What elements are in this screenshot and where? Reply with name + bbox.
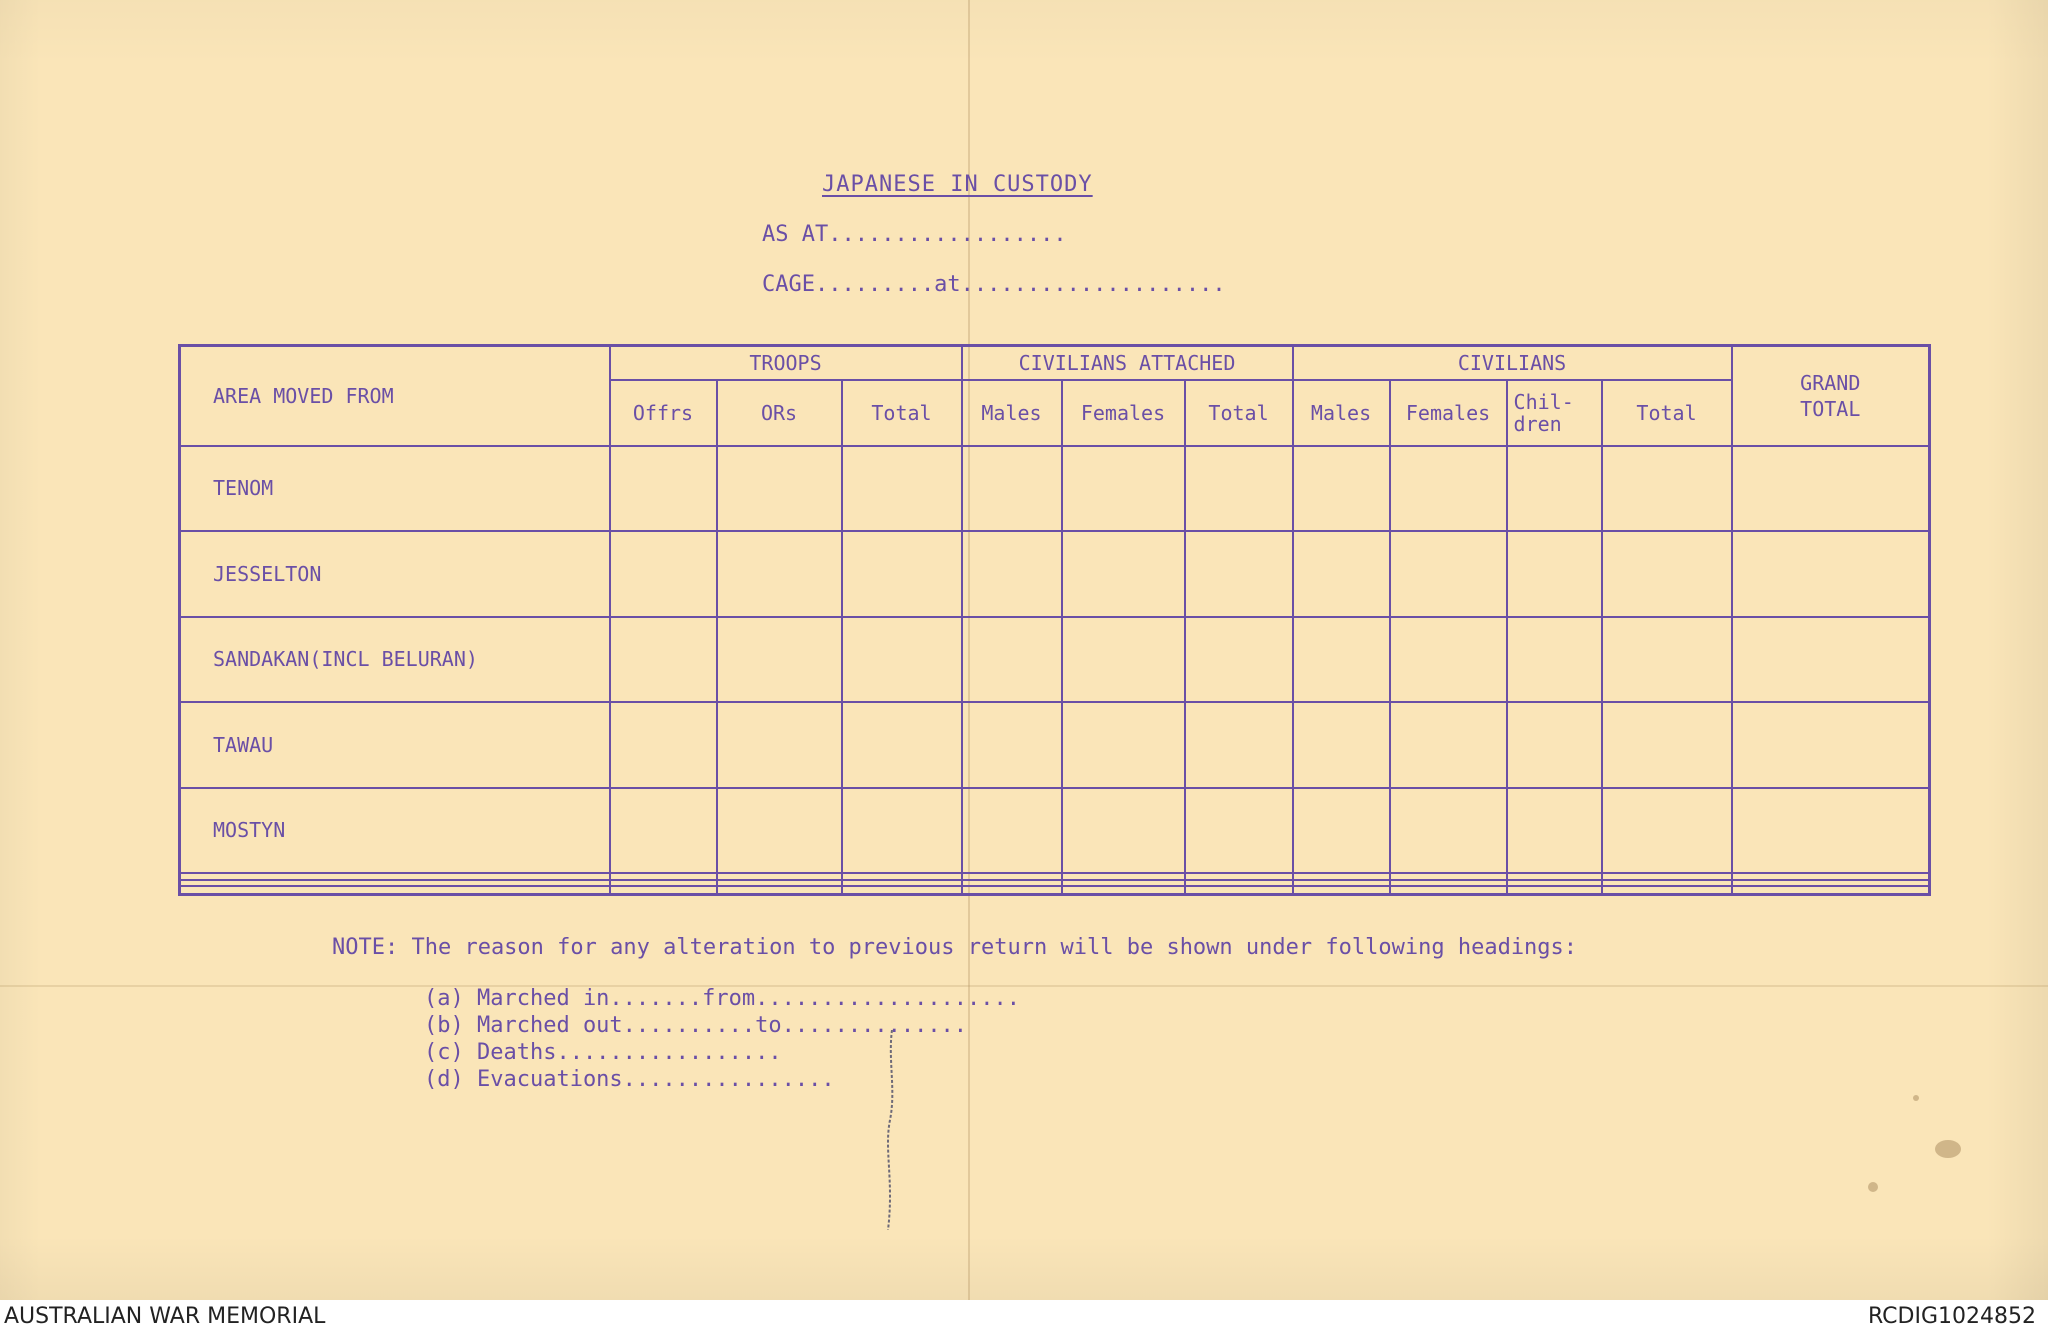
table-cell xyxy=(962,531,1062,617)
table-cell xyxy=(1602,880,1732,887)
table-cell xyxy=(842,886,962,894)
table-cell xyxy=(1390,886,1507,894)
table-cell xyxy=(1507,788,1602,874)
footer-source: AUSTRALIAN WAR MEMORIAL xyxy=(4,1304,326,1329)
table-cell xyxy=(717,531,842,617)
table-cell xyxy=(1507,873,1602,880)
table-cell xyxy=(1602,531,1732,617)
note-item-evacuations: (d) Evacuations................ xyxy=(424,1067,835,1092)
row-area-label: SANDAKAN(INCL BELURAN) xyxy=(180,617,610,703)
table-row xyxy=(180,702,1930,788)
table-row xyxy=(180,531,1930,617)
table-cell xyxy=(1602,873,1732,880)
table-cell xyxy=(610,531,717,617)
table-cell xyxy=(1293,617,1390,703)
row-area-label: JESSELTON xyxy=(180,531,610,617)
table-cell xyxy=(1062,702,1185,788)
note-text: NOTE: The reason for any alteration to previous return will be shown under following headings: xyxy=(332,935,1578,960)
table-cell xyxy=(1732,873,1930,880)
table-cell xyxy=(1732,886,1930,894)
table-cell xyxy=(962,446,1062,532)
table-cell xyxy=(1732,531,1930,617)
header-attached-total: Total xyxy=(1185,380,1293,446)
table-cell xyxy=(717,873,842,880)
table-cell xyxy=(842,702,962,788)
table-cell xyxy=(610,617,717,703)
fold-line-horizontal xyxy=(0,985,2048,987)
table-cell xyxy=(842,446,962,532)
table-cell xyxy=(1293,788,1390,874)
table-cell xyxy=(717,617,842,703)
row-area-label: MOSTYN xyxy=(180,788,610,874)
paper-stain xyxy=(1868,1182,1878,1192)
table-cell xyxy=(1062,617,1185,703)
table-cell xyxy=(1185,531,1293,617)
table-cell xyxy=(610,702,717,788)
table-cell xyxy=(1507,886,1602,894)
as-at-line: AS AT.................. xyxy=(762,222,1067,247)
table-cell xyxy=(1507,880,1602,887)
table-cell xyxy=(1062,788,1185,874)
custody-table xyxy=(178,344,1931,896)
table-row xyxy=(180,886,1930,894)
table-cell xyxy=(1293,873,1390,880)
table-cell xyxy=(1390,446,1507,532)
table-cell xyxy=(1293,702,1390,788)
header-troops-ors: ORs xyxy=(717,380,842,446)
table-cell xyxy=(1602,886,1732,894)
table-cell xyxy=(1732,702,1930,788)
table-cell xyxy=(610,788,717,874)
table-cell xyxy=(962,788,1062,874)
table-cell xyxy=(962,873,1062,880)
table-cell xyxy=(1062,873,1185,880)
table-cell xyxy=(1062,880,1185,887)
header-civilians: CIVILIANS xyxy=(1293,346,1732,380)
table-cell xyxy=(1507,617,1602,703)
row-area-label xyxy=(180,880,610,887)
table-cell xyxy=(717,446,842,532)
row-area-label xyxy=(180,886,610,894)
table-cell xyxy=(1185,702,1293,788)
header-civilians-children: Chil- dren xyxy=(1507,380,1602,446)
header-area-moved-from: AREA MOVED FROM xyxy=(180,346,610,446)
table-cell xyxy=(1732,446,1930,532)
table-cell xyxy=(962,702,1062,788)
table-cell xyxy=(717,880,842,887)
note-item-marched-in: (a) Marched in.......from.................... xyxy=(424,986,1021,1011)
table-cell xyxy=(717,702,842,788)
table-cell xyxy=(1062,446,1185,532)
table-cell xyxy=(1185,886,1293,894)
table-cell xyxy=(1390,531,1507,617)
table-cell xyxy=(1602,446,1732,532)
table-cell xyxy=(1732,617,1930,703)
footer-record-id: RCDIG1024852 xyxy=(1867,1304,2036,1329)
note-items xyxy=(424,985,1020,1093)
table-row xyxy=(180,617,1930,703)
table-cell xyxy=(962,617,1062,703)
cage-line: CAGE.........at.................... xyxy=(762,272,1226,297)
table-cell xyxy=(842,531,962,617)
table-cell xyxy=(1390,617,1507,703)
table-cell xyxy=(717,886,842,894)
table-cell xyxy=(1390,880,1507,887)
header-troops: TROOPS xyxy=(610,346,962,380)
table-cell xyxy=(1185,873,1293,880)
table-cell xyxy=(1390,702,1507,788)
table-cell xyxy=(842,788,962,874)
table-cell xyxy=(842,880,962,887)
table-cell xyxy=(1507,702,1602,788)
table-cell xyxy=(610,873,717,880)
table-cell xyxy=(1390,788,1507,874)
table-row xyxy=(180,873,1930,880)
handwritten-mark xyxy=(880,1030,902,1230)
table-cell xyxy=(1507,531,1602,617)
table-cell xyxy=(1602,788,1732,874)
table-cell xyxy=(962,880,1062,887)
table-cell xyxy=(1390,873,1507,880)
row-area-label xyxy=(180,873,610,880)
paper-stain xyxy=(1913,1095,1919,1101)
table-row xyxy=(180,788,1930,874)
table-cell xyxy=(610,886,717,894)
row-area-label: TENOM xyxy=(180,446,610,532)
table-cell xyxy=(717,788,842,874)
table-cell xyxy=(1293,446,1390,532)
table-cell xyxy=(1602,617,1732,703)
header-grand-total: GRAND TOTAL xyxy=(1732,346,1930,446)
header-civilians-females: Females xyxy=(1390,380,1507,446)
paper-stain xyxy=(1935,1140,1961,1158)
table-cell xyxy=(1062,531,1185,617)
table-cell xyxy=(1732,880,1930,887)
header-civilians-attached: CIVILIANS ATTACHED xyxy=(962,346,1293,380)
table-cell xyxy=(1062,886,1185,894)
table-cell xyxy=(1293,531,1390,617)
table-row xyxy=(180,446,1930,532)
table-cell xyxy=(610,880,717,887)
table-cell xyxy=(1732,788,1930,874)
header-attached-males: Males xyxy=(962,380,1062,446)
table-cell xyxy=(1185,446,1293,532)
header-civilians-total: Total xyxy=(1602,380,1732,446)
header-attached-females: Females xyxy=(1062,380,1185,446)
table-cell xyxy=(1293,886,1390,894)
note-item-deaths: (c) Deaths................. xyxy=(424,1040,782,1065)
note-item-marched-out: (b) Marched out..........to.............. xyxy=(424,1013,968,1038)
table-cell xyxy=(1185,880,1293,887)
table-cell xyxy=(1293,880,1390,887)
document-title: JAPANESE IN CUSTODY xyxy=(822,172,1093,197)
table-cell xyxy=(842,617,962,703)
table-row xyxy=(180,880,1930,887)
table-cell xyxy=(1507,446,1602,532)
table-cell xyxy=(962,886,1062,894)
header-troops-offrs: Offrs xyxy=(610,380,717,446)
table-cell xyxy=(1602,702,1732,788)
table-cell xyxy=(842,873,962,880)
archive-footer xyxy=(0,1300,2048,1335)
header-troops-total: Total xyxy=(842,380,962,446)
table-cell xyxy=(1185,617,1293,703)
table-cell xyxy=(1185,788,1293,874)
header-civilians-males: Males xyxy=(1293,380,1390,446)
row-area-label: TAWAU xyxy=(180,702,610,788)
table-cell xyxy=(610,446,717,532)
